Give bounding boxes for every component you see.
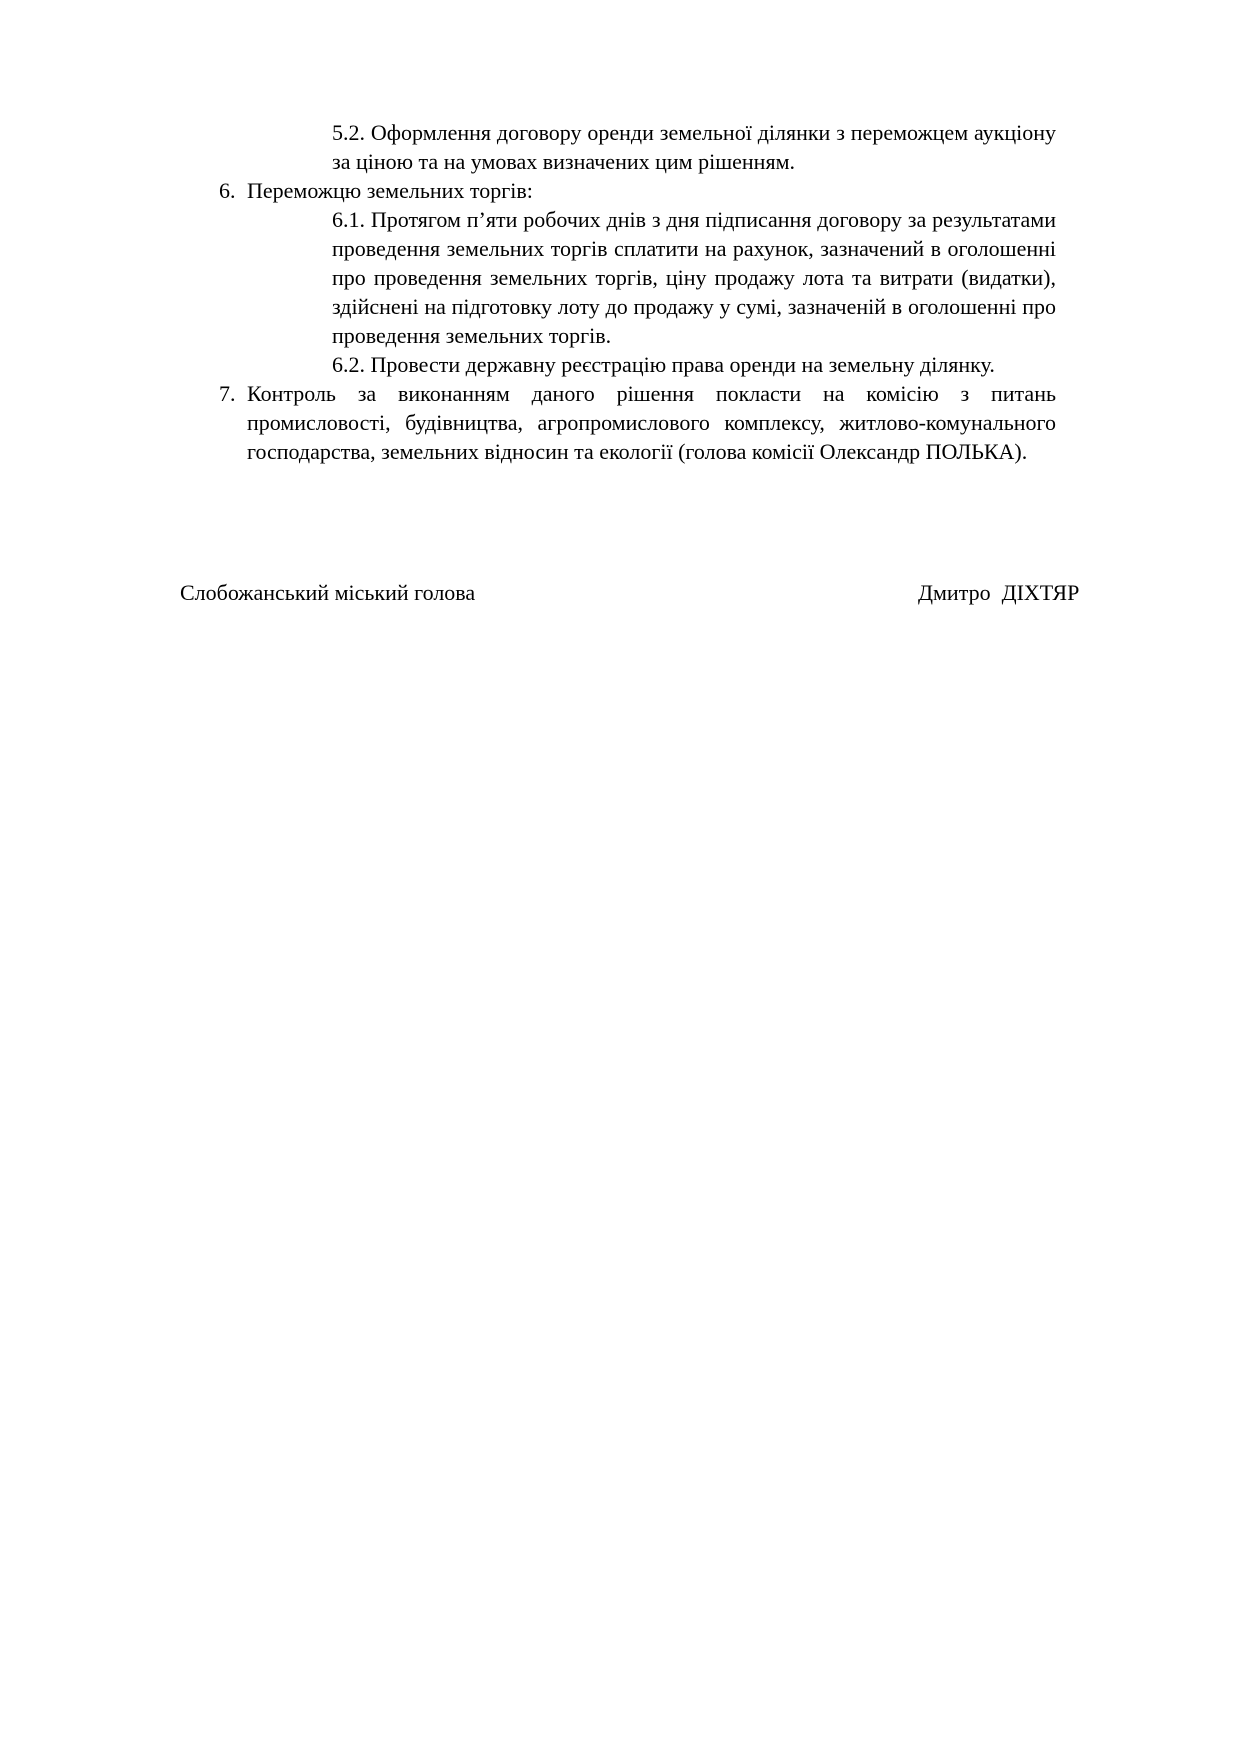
item-7-line-2: промисловості, будівництва, агропромислового комплексу, житлово-комунального (247, 410, 1056, 435)
item-6-line-1: Переможцю земельних торгів: (247, 178, 533, 203)
signature-title: Слобожанський міський голова (180, 580, 476, 605)
clause-6-2-line-1: 6.2. Провести державну реєстрацію права оренди на земельну ділянку. (332, 352, 995, 377)
item-7 (219, 379, 1056, 466)
clause-5-2 (332, 118, 1056, 176)
item-7-number: 7. (219, 381, 236, 406)
clause-5-2-line-1: 5.2. Оформлення договору оренди земельної ділянки з переможцем аукціону (332, 120, 1056, 145)
clause-6-1-line-5: проведення земельних торгів. (332, 323, 612, 348)
clause-6-1-line-4: здійснені на підготовку лоту до продажу у сумі, зазначеній в оголошенні про (332, 294, 1056, 319)
clause-6-1 (332, 205, 1056, 350)
signature-row (0, 578, 1240, 607)
document-page (0, 118, 1240, 607)
item-6 (219, 176, 1056, 205)
clause-6-2 (332, 350, 1056, 379)
clause-6-1-line-2: проведення земельних торгів сплатити на рахунок, зазначений в оголошенні (332, 236, 1056, 261)
clause-5-2-line-2: за ціною та на умовах визначених цим рішенням. (332, 149, 795, 174)
document-body (0, 118, 1240, 466)
signature-name: Дмитро ДІХТЯР (918, 580, 1080, 605)
item-7-line-3: господарства, земельних відносин та екології (голова комісії Олександр ПОЛЬКА). (247, 439, 1028, 464)
clause-6-1-line-1: 6.1. Протягом п’яти робочих днів з дня підписання договору за результатами (332, 207, 1056, 232)
item-6-number: 6. (219, 178, 236, 203)
item-7-line-1: Контроль за виконанням даного рішення покласти на комісію з питань (247, 381, 1056, 406)
clause-6-1-line-3: про проведення земельних торгів, ціну продажу лота та витрати (видатки), (332, 265, 1056, 290)
